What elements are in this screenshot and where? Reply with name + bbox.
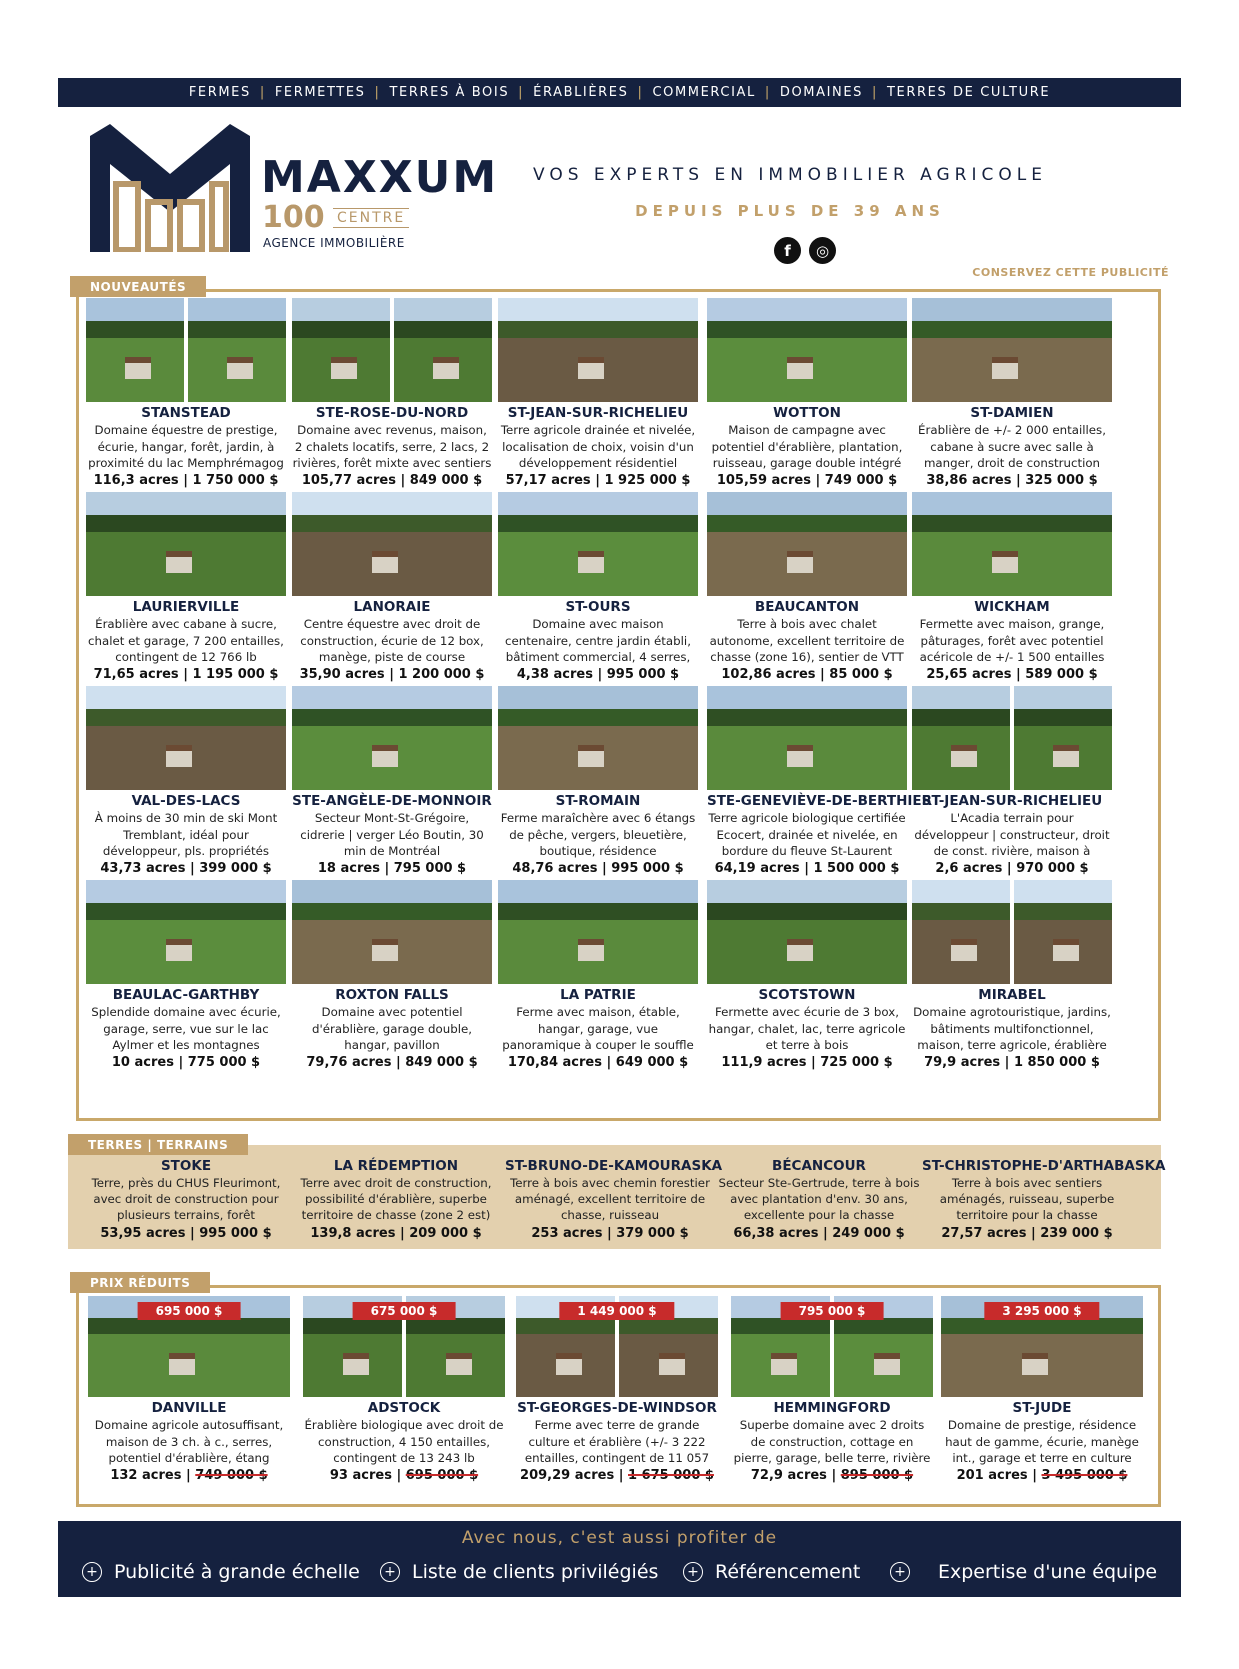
listing-description: Superbe domaine avec 2 droits de construction, cottage en pierre, garage, belle terre, rivière xyxy=(733,1418,931,1465)
tagline-years: DEPUIS PLUS DE 39 ANS xyxy=(635,202,945,220)
listing-description: Ferme maraîchère avec 6 étangs de pêche, vergers, bleuetière, boutique, résidence xyxy=(500,811,696,858)
listing-description: Érablière biologique avec droit de construction, 4 150 entailles, contingent de 13 243 lb xyxy=(304,1418,504,1465)
footer-item-referencement: + Référencement xyxy=(683,1561,860,1583)
nav-terres-a-bois: TERRES À BOIS xyxy=(389,85,510,100)
listing-title: VAL-DES-LACS xyxy=(131,793,241,809)
footer-item-publicite: + Publicité à grande échelle xyxy=(82,1561,360,1583)
listing-description: Fermette avec écurie de 3 box, hangar, chalet, lac, terre agricole et terre à bois xyxy=(708,1005,906,1052)
property-photo xyxy=(912,686,1010,790)
new-price-badge: 1 449 000 $ xyxy=(559,1302,674,1320)
brand-name: MAXXUM xyxy=(261,152,499,203)
listing-card[interactable] xyxy=(912,298,1112,489)
property-photo xyxy=(498,298,698,402)
property-photo xyxy=(912,492,1112,596)
nav-erablieres: ÉRABLIÈRES xyxy=(533,85,629,100)
old-price: 695 000 $ xyxy=(405,1468,479,1483)
old-price: 749 000 $ xyxy=(195,1468,268,1483)
listing-card[interactable] xyxy=(707,492,907,683)
property-photo xyxy=(1014,880,1112,984)
listing-price xyxy=(303,1467,505,1484)
listing-price: 43,73 acres | 399 000 $ xyxy=(100,861,272,876)
listing-title: ROXTON FALLS xyxy=(335,987,449,1003)
listing-description: Ferme avec maison, étable, hangar, garage, vue panoramique à couper le souffle xyxy=(502,1005,694,1052)
footer-banner xyxy=(58,1521,1181,1597)
terrain-title: STOKE xyxy=(160,1158,212,1174)
property-photo xyxy=(707,492,907,596)
property-photo xyxy=(707,880,907,984)
property-photo xyxy=(86,492,286,596)
terrain-price: 139,8 acres | 209 000 $ xyxy=(310,1226,482,1241)
listing-card[interactable] xyxy=(912,686,1112,877)
listing-acres: 132 acres | xyxy=(110,1468,191,1483)
listing-price: 25,65 acres | 589 000 $ xyxy=(926,667,1098,682)
listing-price: 105,59 acres | 749 000 $ xyxy=(716,473,898,488)
listing-price: 10 acres | 775 000 $ xyxy=(111,1055,261,1070)
listing-card[interactable] xyxy=(86,298,286,489)
listing-card[interactable] xyxy=(707,880,907,1071)
listing-price: 102,86 acres | 85 000 $ xyxy=(721,667,893,682)
terrain-title: ST-BRUNO-DE-KAMOURASKA xyxy=(505,1158,723,1174)
listing-title: ST-OURS xyxy=(565,599,631,615)
reduced-price-card[interactable] xyxy=(941,1296,1143,1484)
listing-price: 4,38 acres | 995 000 $ xyxy=(516,667,680,682)
listing-title: ST-JEAN-SUR-RICHELIEU xyxy=(921,793,1103,809)
terrain-title: ST-CHRISTOPHE-D'ARTHABASKA xyxy=(922,1158,1166,1174)
property-photo xyxy=(188,298,286,402)
listing-price: 35,90 acres | 1 200 000 $ xyxy=(299,667,485,682)
property-photo xyxy=(912,298,1112,402)
property-photo xyxy=(86,880,286,984)
property-photo xyxy=(912,880,1010,984)
nav-fermes: FERMES xyxy=(188,85,251,100)
listing-acres: 72,9 acres | xyxy=(750,1468,837,1483)
listing-price xyxy=(731,1467,933,1484)
listing-description: Secteur Mont-St-Grégoire, cidrerie | verger Léo Boutin, 30 min de Montréal xyxy=(300,811,484,858)
plus-circle-icon: + xyxy=(82,1562,102,1582)
property-photo xyxy=(292,298,390,402)
listing-price: 2,6 acres | 970 000 $ xyxy=(935,861,1089,876)
listing-card[interactable] xyxy=(912,492,1112,683)
listing-title: MIRABEL xyxy=(978,987,1046,1003)
nav-terres-de-culture: TERRES DE CULTURE xyxy=(887,85,1051,100)
new-price-badge: 675 000 $ xyxy=(353,1302,456,1320)
footer-item-expertise: + Expertise d'une équipe xyxy=(890,1561,1157,1583)
listing-price: 64,19 acres | 1 500 000 $ xyxy=(714,861,900,876)
plus-circle-icon: + xyxy=(380,1562,400,1582)
property-photo xyxy=(292,492,492,596)
listing-title: DANVILLE xyxy=(151,1400,227,1416)
listing-card[interactable] xyxy=(292,880,492,1071)
property-photo xyxy=(394,298,492,402)
property-photo xyxy=(86,298,184,402)
plus-circle-icon: + xyxy=(683,1562,703,1582)
listing-title: BEAUCANTON xyxy=(754,599,860,615)
listing-price: 79,9 acres | 1 850 000 $ xyxy=(924,1055,1100,1070)
listing-description: Terre à bois avec chalet autonome, excellent territoire de chasse (zone 16), sentier de VTT xyxy=(709,617,905,664)
listing-title: STANSTEAD xyxy=(141,405,231,421)
nav-fermettes: FERMETTES xyxy=(274,85,366,100)
listing-description: Ferme avec terre de grande culture et érablière (+/- 3 222 entailles, contingent de 11 057 xyxy=(524,1418,710,1465)
terrain-price: 27,57 acres | 239 000 $ xyxy=(941,1226,1113,1241)
listing-acres: 209,29 acres | xyxy=(520,1468,624,1483)
property-photo xyxy=(498,686,698,790)
listing-description: Domaine agrotouristique, jardins, bâtiments multifonctionnel, maison, terre agricole, érablière xyxy=(913,1005,1111,1052)
listing-card[interactable] xyxy=(86,880,286,1071)
footer-item-clients: + Liste de clients privilégiés xyxy=(380,1561,658,1583)
brand-number: 100 xyxy=(262,200,325,235)
listing-price: 170,84 acres | 649 000 $ xyxy=(507,1055,689,1070)
nav-commercial: COMMERCIAL xyxy=(652,85,756,100)
maxxum-logo-icon xyxy=(90,124,250,252)
listing-description: Splendide domaine avec écurie, garage, serre, vue sur le lac Aylmer et les montagnes xyxy=(91,1005,281,1052)
listing-price: 105,77 acres | 849 000 $ xyxy=(301,473,483,488)
listing-card[interactable] xyxy=(498,298,698,489)
property-photo xyxy=(498,492,698,596)
listing-title: STE-ROSE-DU-NORD xyxy=(315,405,469,421)
new-price-badge: 695 000 $ xyxy=(138,1302,241,1320)
facebook-icon[interactable]: f xyxy=(774,237,801,264)
category-nav: FERMES | FERMETTES | TERRES À BOIS | ÉRABLIÈRES | COMMERCIAL | DOMAINES | TERRES DE CULTURE xyxy=(58,78,1181,107)
listing-title: WOTTON xyxy=(773,405,841,421)
listing-price xyxy=(88,1467,290,1484)
terrain-listing[interactable] xyxy=(714,1158,924,1242)
listing-description: Domaine de prestige, résidence haut de gamme, écurie, manège int., garage et terre en culture xyxy=(945,1418,1139,1465)
listing-description: Terre agricole drainée et nivelée, localisation de choix, voisin d'un développement résidentiel xyxy=(500,423,696,470)
listing-title: BEAULAC-GARTHBY xyxy=(112,987,260,1003)
terrain-description: Terre à bois avec sentiers aménagés, ruisseau, superbe territoire pour la chasse xyxy=(939,1176,1115,1222)
section-tab-prix-reduits: PRIX RÉDUITS xyxy=(70,1272,210,1293)
listing-title: ST-DAMIEN xyxy=(970,405,1054,421)
new-price-badge: 795 000 $ xyxy=(781,1302,884,1320)
listing-title: WICKHAM xyxy=(974,599,1050,615)
listing-card[interactable] xyxy=(498,492,698,683)
listing-acres: 201 acres | xyxy=(956,1468,1037,1483)
listing-price: 71,65 acres | 1 195 000 $ xyxy=(93,667,279,682)
listing-description: Maison de campagne avec potentiel d'érablière, plantation, ruisseau, garage double intégré xyxy=(711,423,903,470)
section-tab-terres: TERRES | TERRAINS xyxy=(68,1134,248,1155)
reduced-price-card[interactable] xyxy=(731,1296,933,1484)
listing-description: Domaine agricole autosuffisant, maison de 3 ch. à c., serres, potentiel d'érablière, étang xyxy=(94,1418,284,1465)
terrain-listing[interactable] xyxy=(922,1158,1166,1242)
listing-title: STE-GENEVIÈVE-DE-BERTHIER xyxy=(707,793,933,809)
listing-card[interactable] xyxy=(292,686,492,877)
new-price-badge: 3 295 000 $ xyxy=(984,1302,1099,1320)
instagram-icon[interactable]: ◎ xyxy=(809,237,836,264)
listing-description: Terre agricole biologique certifiée Ecocert, drainée et nivelée, en bordure du fleuve St-Laurent xyxy=(708,811,906,858)
listing-price xyxy=(516,1467,718,1484)
listing-card[interactable] xyxy=(498,880,698,1071)
listing-price: 18 acres | 795 000 $ xyxy=(317,861,467,876)
brand-centre: CENTRE xyxy=(333,208,409,228)
terrain-description: Terre, près du CHUS Fleurimont, avec droit de construction pour plusieurs terrains, forêt xyxy=(91,1176,281,1222)
footer-headline: Avec nous, c'est aussi profiter de xyxy=(461,1528,778,1548)
reduced-price-card[interactable] xyxy=(88,1296,290,1484)
listing-title: LAURIERVILLE xyxy=(132,599,240,615)
listing-description: Fermette avec maison, grange, pâturages, forêt avec potentiel acéricole de +/- 1 500 entailles xyxy=(919,617,1105,664)
property-photo xyxy=(86,686,286,790)
listing-description: Érablière de +/- 2 000 entailles, cabane à sucre avec salle à manger, droit de construction xyxy=(918,423,1106,470)
reduced-price-card[interactable] xyxy=(303,1296,505,1484)
listing-description: Érablière avec cabane à sucre, chalet et garage, 7 200 entailles, contingent de 12 766 lb xyxy=(88,617,284,664)
listing-title: ST-JEAN-SUR-RICHELIEU xyxy=(507,405,689,421)
listing-price xyxy=(941,1467,1143,1484)
listing-description: Domaine avec maison centenaire, centre jardin établi, bâtiment commercial, 4 serres, xyxy=(505,617,691,664)
terrain-price: 53,95 acres | 995 000 $ xyxy=(100,1226,272,1241)
brand-agence: AGENCE IMMOBILIÈRE xyxy=(263,236,405,250)
old-price: 895 000 $ xyxy=(840,1468,914,1483)
listing-description: À moins de 30 min de ski Mont Tremblant, idéal pour développeur, pls. propriétés xyxy=(94,811,278,858)
old-price: 1 675 000 $ xyxy=(628,1468,714,1483)
listing-price: 38,86 acres | 325 000 $ xyxy=(926,473,1098,488)
old-price: 3 495 000 $ xyxy=(1041,1468,1128,1483)
property-photo xyxy=(292,686,492,790)
listing-card[interactable] xyxy=(498,686,698,877)
listing-title: LANORAIE xyxy=(353,599,431,615)
tagline: VOS EXPERTS EN IMMOBILIER AGRICOLE xyxy=(533,165,1047,185)
terrain-title: BÉCANCOUR xyxy=(772,1158,866,1174)
listing-price: 57,17 acres | 1 925 000 $ xyxy=(505,473,691,488)
terrain-description: Terre à bois avec chemin forestier aménagé, excellent territoire de chasse, ruisseau xyxy=(510,1176,710,1222)
listing-price: 48,76 acres | 995 000 $ xyxy=(512,861,684,876)
property-photo xyxy=(707,298,907,402)
listing-title: STE-ANGÈLE-DE-MONNOIR xyxy=(292,793,492,809)
listing-title: ST-JUDE xyxy=(1012,1400,1072,1416)
terrain-description: Terre avec droit de construction, possibilité d'érablière, superbe territoire de chasse (zone 2 est) xyxy=(300,1176,492,1222)
terrain-price: 253 acres | 379 000 $ xyxy=(531,1226,689,1241)
listing-title: SCOTSTOWN xyxy=(758,987,856,1003)
terrain-listing[interactable] xyxy=(505,1158,723,1242)
terrain-price: 66,38 acres | 249 000 $ xyxy=(733,1226,905,1241)
listing-card[interactable] xyxy=(707,298,907,489)
section-tab-nouveautes: NOUVEAUTÉS xyxy=(70,276,206,297)
nav-domaines: DOMAINES xyxy=(779,85,864,100)
property-photo xyxy=(707,686,907,790)
listing-description: Domaine avec revenus, maison, 2 chalets locatifs, serre, 2 lacs, 2 rivières, forêt mixte avec sentiers xyxy=(292,423,492,470)
reduced-price-card[interactable] xyxy=(516,1296,718,1484)
terrain-listing[interactable] xyxy=(291,1158,501,1242)
property-photo xyxy=(292,880,492,984)
terrain-description: Secteur Ste-Gertrude, terre à bois avec plantation d'env. 30 ans, excellente pour la chasse xyxy=(718,1176,920,1222)
listing-card[interactable] xyxy=(86,686,286,877)
listing-card[interactable] xyxy=(86,492,286,683)
listing-title: LA PATRIE xyxy=(560,987,636,1003)
listing-description: Domaine avec potentiel d'érablière, garage double, hangar, pavillon xyxy=(312,1005,472,1052)
listing-acres: 93 acres | xyxy=(329,1468,402,1483)
property-photo xyxy=(1014,686,1112,790)
property-photo xyxy=(498,880,698,984)
listing-card[interactable] xyxy=(912,880,1112,1071)
listing-price: 116,3 acres | 1 750 000 $ xyxy=(93,473,279,488)
keep-ad-note: CONSERVEZ CETTE PUBLICITÉ xyxy=(972,266,1169,279)
listing-card[interactable] xyxy=(292,298,492,489)
listing-card[interactable] xyxy=(292,492,492,683)
terrain-listing[interactable] xyxy=(81,1158,291,1242)
listing-card[interactable] xyxy=(707,686,933,877)
plus-circle-icon: + xyxy=(890,1562,910,1582)
listing-title: ST-GEORGES-DE-WINDSOR xyxy=(517,1400,717,1416)
listing-price: 111,9 acres | 725 000 $ xyxy=(721,1055,893,1070)
listing-price: 79,76 acres | 849 000 $ xyxy=(306,1055,478,1070)
listing-description: Domaine équestre de prestige, écurie, hangar, forêt, jardin, à proximité du lac Memphrémagog xyxy=(88,423,284,470)
terrain-title: LA RÉDEMPTION xyxy=(333,1158,459,1174)
listing-description: Centre équestre avec droit de construction, écurie de 12 box, manège, piste de course xyxy=(300,617,484,664)
listing-title: ADSTOCK xyxy=(367,1400,441,1416)
listing-title: ST-ROMAIN xyxy=(555,793,641,809)
listing-title: HEMMINGFORD xyxy=(773,1400,891,1416)
listing-description: L'Acadia terrain pour développeur | constructeur, droit de const. rivière, maison à xyxy=(914,811,1110,858)
